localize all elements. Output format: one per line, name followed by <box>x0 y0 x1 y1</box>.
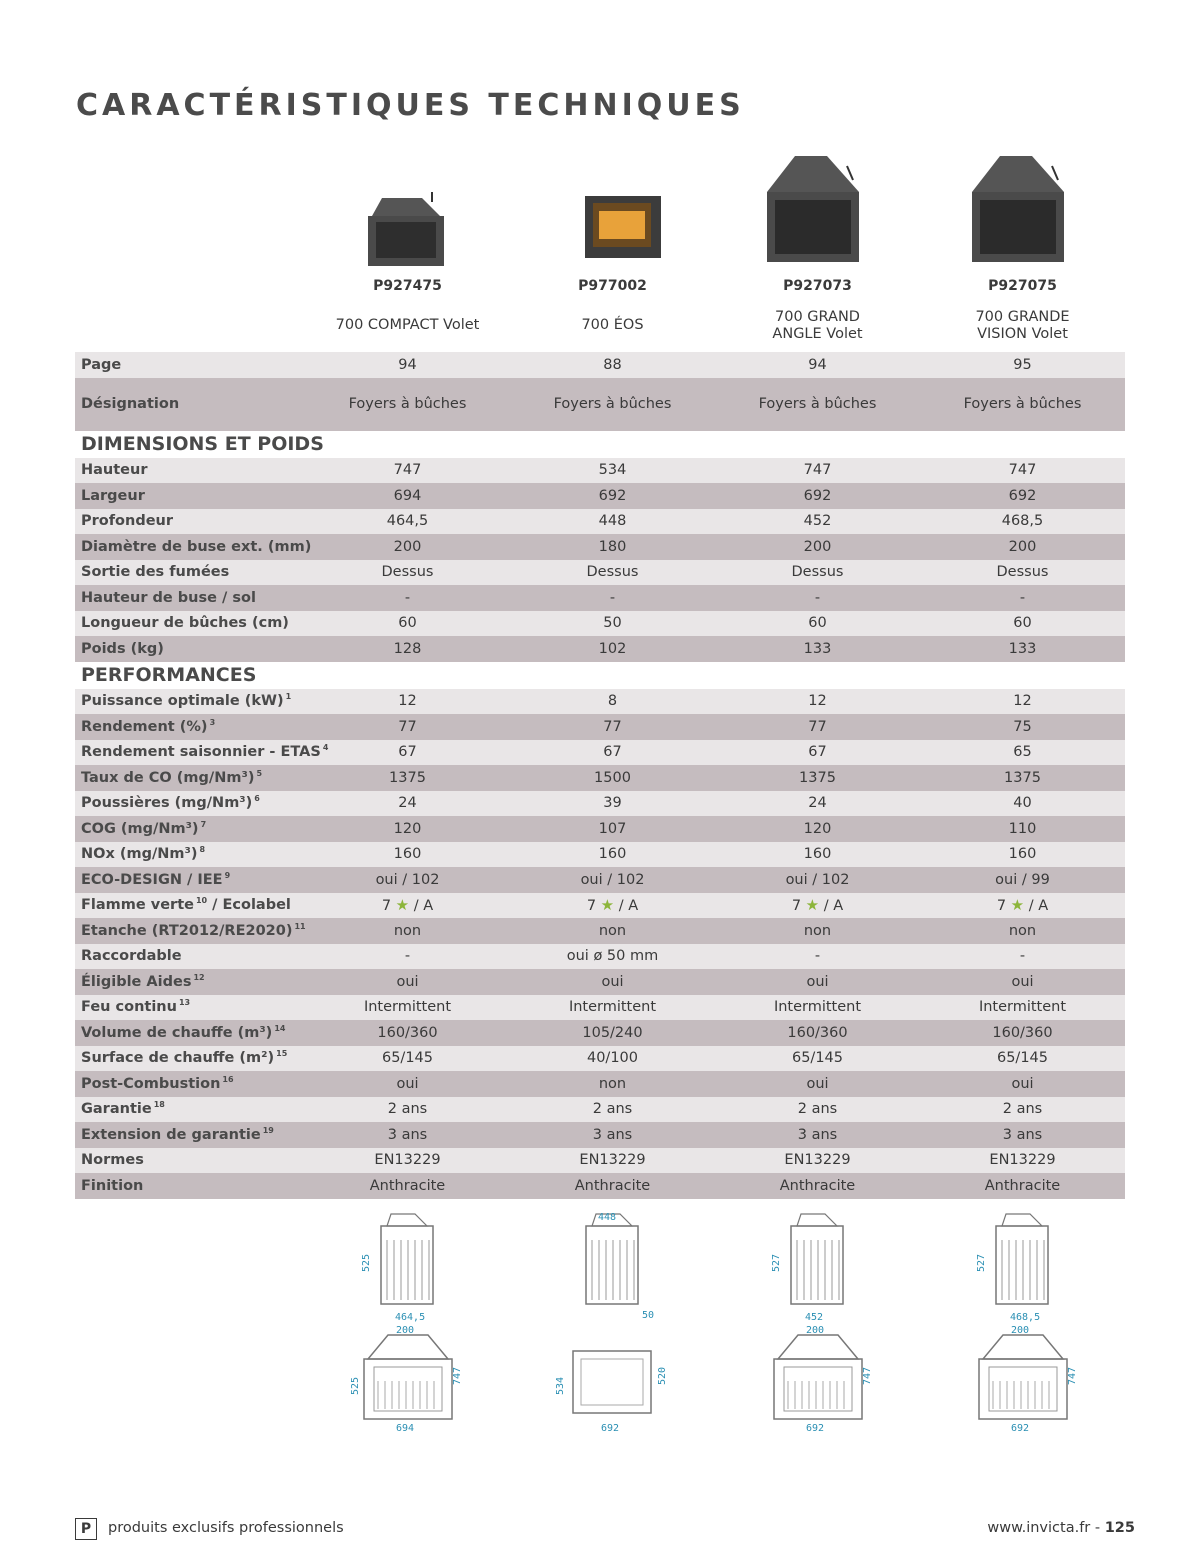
cell-value: 39 <box>603 795 622 812</box>
cell-value: - <box>609 589 616 606</box>
cell-value: 200 <box>393 538 422 555</box>
cell-value: 3 ans <box>797 1126 838 1143</box>
green-star-icon: ★ <box>1010 896 1025 915</box>
dim-label: 200 <box>1011 1325 1030 1336</box>
green-star-icon: ★ <box>395 896 410 915</box>
cell-value: 160 <box>598 846 627 863</box>
row-label: Page <box>81 356 122 373</box>
front-view-drawing <box>963 1325 1083 1435</box>
technical-drawings <box>75 1200 1125 1440</box>
product-ref: P977002 <box>578 278 647 294</box>
footnote-ref: 6 <box>254 794 260 804</box>
cell-value: 747 <box>1008 462 1037 479</box>
cell-value: 77 <box>603 718 622 735</box>
cell-value: 107 <box>598 820 627 837</box>
footer-text: produits exclusifs professionnels <box>108 1520 344 1536</box>
table-row <box>75 944 1125 970</box>
cell-value: - <box>404 589 411 606</box>
cell-value: Foyers à bûches <box>553 396 672 412</box>
cell-value: Intermittent <box>773 999 862 1016</box>
table-row <box>75 969 1125 995</box>
footnote-ref: 16 <box>222 1074 234 1084</box>
table-row <box>75 995 1125 1021</box>
row-label: Profondeur <box>81 513 174 530</box>
table-row <box>75 1173 1125 1199</box>
table-row <box>75 1097 1125 1123</box>
row-label: Largeur <box>81 487 145 504</box>
row-label: Diamètre de buse ext. (mm) <box>81 538 312 555</box>
cell-value: 1375 <box>799 769 836 786</box>
table-row <box>75 1148 1125 1174</box>
product-name: 700 GRANDE VISION Volet <box>975 309 1070 342</box>
cell-value: 65 <box>1013 744 1032 761</box>
row-label: Flamme verte $^{10}$ / Ecolabel <box>81 896 291 914</box>
row-label: NOx (mg/Nm³) $^8$ <box>81 845 206 863</box>
cell-value: 468,5 <box>1001 513 1044 530</box>
table-row <box>75 740 1125 766</box>
cell-value: - <box>814 589 821 606</box>
cell-value: 200 <box>1008 538 1037 555</box>
cell-value: 160 <box>393 846 422 863</box>
section-title: DIMENSIONS ET POIDS <box>81 433 324 455</box>
footnote-ref: 15 <box>276 1049 288 1059</box>
product-ref: P927073 <box>783 278 852 294</box>
cell-value: 65/145 <box>791 1050 843 1067</box>
cell-value: 692 <box>803 487 832 504</box>
dim-label: 468,5 <box>1010 1312 1041 1323</box>
cell-value: 110 <box>1008 820 1037 837</box>
cell-value: - <box>1019 948 1026 965</box>
product-column <box>305 0 510 350</box>
green-star-icon: ★ <box>805 896 820 915</box>
cell-value: - <box>1019 589 1026 606</box>
row-label: Taux de CO (mg/Nm³) $^5$ <box>81 768 263 786</box>
row-label: Puissance optimale (kW) $^1$ <box>81 692 292 710</box>
cell-value: 200 <box>803 538 832 555</box>
cell-value: 67 <box>808 744 827 761</box>
dim-label: 534 <box>555 1376 566 1395</box>
cell-value: 2 ans <box>592 1101 633 1118</box>
front-view-drawing <box>553 1325 673 1435</box>
row-label: Éligible Aides $^{12}$ <box>81 972 205 990</box>
cell-value: 128 <box>393 640 422 657</box>
cell-value: 7 ★ / A <box>996 896 1049 915</box>
cell-value: 40 <box>1013 795 1032 812</box>
dim-label: 525 <box>361 1253 372 1272</box>
row-label: Etanche (RT2012/RE2020) $^{11}$ <box>81 921 306 939</box>
front-view-drawing <box>758 1325 878 1435</box>
cell-value: Intermittent <box>363 999 452 1016</box>
cell-value: oui <box>396 973 419 990</box>
cell-value: oui <box>1011 1075 1034 1092</box>
table-row <box>75 893 1125 919</box>
cell-value: Dessus <box>586 564 639 581</box>
cell-value: non <box>598 922 627 939</box>
row-label: Finition <box>81 1177 144 1194</box>
cell-value: 24 <box>398 795 417 812</box>
page-number: 125 <box>1104 1520 1135 1536</box>
row-label: Normes <box>81 1152 144 1169</box>
cell-value: 2 ans <box>1002 1101 1043 1118</box>
stove-icon <box>362 172 472 292</box>
footnote-ref: 14 <box>274 1023 286 1033</box>
cell-value: 120 <box>393 820 422 837</box>
cell-value: 105/240 <box>582 1024 643 1041</box>
footer <box>75 1518 1135 1544</box>
cell-value: oui <box>1011 973 1034 990</box>
row-label: Poids (kg) <box>81 640 164 657</box>
footnote-ref: 9 <box>224 870 231 880</box>
footnote-ref: 18 <box>153 1100 165 1110</box>
front-view-drawing <box>348 1325 468 1435</box>
row-label: Surface de chauffe (m²) $^{15}$ <box>81 1049 288 1067</box>
dim-label: 464,5 <box>395 1312 426 1323</box>
row-label: Hauteur <box>81 462 148 479</box>
product-column <box>920 0 1125 350</box>
cell-value: Dessus <box>381 564 434 581</box>
row-label: Rendement (%) $^3$ <box>81 717 216 735</box>
cell-value: Foyers à bûches <box>758 396 877 412</box>
dim-label: 747 <box>452 1366 463 1385</box>
side-view-drawing <box>558 1210 668 1325</box>
cell-value: non <box>393 922 422 939</box>
side-view-drawing <box>763 1210 873 1325</box>
row-label: Extension de garantie $^{19}$ <box>81 1125 274 1143</box>
cell-value: 12 <box>808 693 827 710</box>
row-label: Poussières (mg/Nm³) $^6$ <box>81 794 260 812</box>
product-ref: P927075 <box>988 278 1057 294</box>
cell-value: oui <box>396 1075 419 1092</box>
cell-value: 24 <box>808 795 827 812</box>
table-row <box>75 765 1125 791</box>
section-heading <box>75 662 1125 689</box>
cell-value: 1375 <box>1004 769 1041 786</box>
cell-value: 133 <box>1008 640 1037 657</box>
cell-value: EN13229 <box>579 1152 646 1169</box>
dim-label: 50 <box>642 1310 655 1321</box>
cell-value: 160/360 <box>377 1024 438 1041</box>
cell-value: 692 <box>598 487 627 504</box>
cell-value: - <box>814 948 821 965</box>
table-row <box>75 714 1125 740</box>
cell-value: Dessus <box>996 564 1049 581</box>
cell-value: EN13229 <box>784 1152 851 1169</box>
table-row <box>75 352 1125 378</box>
row-label: ECO-DESIGN / IEE $^9$ <box>81 870 231 888</box>
cell-value: 160/360 <box>787 1024 848 1041</box>
cell-value: EN13229 <box>989 1152 1056 1169</box>
row-label: Désignation <box>81 396 180 412</box>
cell-value: 120 <box>803 820 832 837</box>
cell-value: 94 <box>398 356 417 373</box>
cell-value: oui / 102 <box>580 871 645 888</box>
cell-value: 60 <box>398 615 417 632</box>
table-row <box>75 867 1125 893</box>
section-title: PERFORMANCES <box>81 664 257 686</box>
footnote-ref: 19 <box>262 1125 274 1135</box>
specs-table <box>75 352 1125 1199</box>
cell-value: 747 <box>393 462 422 479</box>
cell-value: oui / 102 <box>785 871 850 888</box>
row-label: COG (mg/Nm³) $^7$ <box>81 819 207 837</box>
product-name: 700 GRAND ANGLE Volet <box>772 309 863 342</box>
cell-value: non <box>803 922 832 939</box>
cell-value: 7 ★ / A <box>381 896 434 915</box>
table-row <box>75 842 1125 868</box>
cell-value: 534 <box>598 462 627 479</box>
row-label: Sortie des fumées <box>81 564 230 581</box>
stove-icon <box>765 150 875 270</box>
site-link[interactable]: www.invicta.fr - <box>987 1520 1105 1536</box>
pro-badge: P <box>75 1518 97 1540</box>
cell-value: oui / 99 <box>995 871 1050 888</box>
table-row <box>75 458 1125 484</box>
table-row <box>75 560 1125 586</box>
footnote-ref: 10 <box>195 896 208 906</box>
product-column <box>510 0 715 350</box>
cell-value: 102 <box>598 640 627 657</box>
footnote-ref: 11 <box>294 921 306 931</box>
cell-value: 448 <box>598 513 627 530</box>
footnote-ref: 12 <box>193 972 205 982</box>
table-row <box>75 534 1125 560</box>
table-row <box>75 816 1125 842</box>
cell-value: oui / 102 <box>375 871 440 888</box>
footnote-ref: 4 <box>322 743 329 753</box>
product-ref: P927475 <box>373 278 442 294</box>
cell-value: oui <box>806 1075 829 1092</box>
row-label: Volume de chauffe (m³) $^{14}$ <box>81 1023 286 1041</box>
dim-label: 692 <box>601 1423 620 1434</box>
table-row <box>75 1122 1125 1148</box>
table-row <box>75 378 1125 431</box>
cell-value: 12 <box>398 693 417 710</box>
cell-value: 77 <box>808 718 827 735</box>
row-label: Hauteur de buse / sol <box>81 589 256 606</box>
side-view-drawing <box>968 1210 1078 1325</box>
footnote-ref: 5 <box>256 768 263 778</box>
row-label: Garantie $^{18}$ <box>81 1100 165 1118</box>
row-label: Longueur de bûches (cm) <box>81 615 289 632</box>
cell-value: 65/145 <box>996 1050 1048 1067</box>
cell-value: 2 ans <box>797 1101 838 1118</box>
cell-value: 692 <box>1008 487 1037 504</box>
cell-value: - <box>404 948 411 965</box>
cell-value: 464,5 <box>386 513 429 530</box>
side-view-drawing <box>353 1210 463 1325</box>
dim-label: 200 <box>396 1325 415 1336</box>
product-name: 700 COMPACT Volet <box>335 317 480 333</box>
cell-value: 3 ans <box>387 1126 428 1143</box>
cell-value: non <box>598 1075 627 1092</box>
row-label: Rendement saisonnier - ETAS $^4$ <box>81 743 329 761</box>
table-row <box>75 509 1125 535</box>
cell-value: 1375 <box>389 769 426 786</box>
table-row <box>75 611 1125 637</box>
footer-right <box>987 1520 1135 1536</box>
dim-label: 527 <box>976 1253 987 1272</box>
cell-value: 67 <box>603 744 622 761</box>
cell-value: 95 <box>1013 356 1032 373</box>
footnote-ref: 13 <box>178 998 191 1008</box>
cell-value: Intermittent <box>568 999 657 1016</box>
dim-label: 527 <box>771 1253 782 1272</box>
product-name: 700 ÉOS <box>581 317 644 333</box>
cell-value: 7 ★ / A <box>791 896 844 915</box>
footnote-ref: 7 <box>200 819 207 829</box>
cell-value: oui ø 50 mm <box>566 948 659 965</box>
cell-value: 7 ★ / A <box>586 896 639 915</box>
cell-value: 3 ans <box>1002 1126 1043 1143</box>
cell-value: 94 <box>808 356 827 373</box>
table-row <box>75 791 1125 817</box>
table-row <box>75 1046 1125 1072</box>
cell-value: Anthracite <box>779 1177 856 1194</box>
table-row <box>75 918 1125 944</box>
cell-value: 694 <box>393 487 422 504</box>
cell-value: Foyers à bûches <box>348 396 467 412</box>
stove-icon <box>970 150 1080 270</box>
dim-label: 452 <box>805 1312 824 1323</box>
table-row <box>75 636 1125 662</box>
table-row <box>75 1020 1125 1046</box>
cell-value: 133 <box>803 640 832 657</box>
cell-value: Anthracite <box>369 1177 446 1194</box>
cell-value: 40/100 <box>586 1050 638 1067</box>
cell-value: 67 <box>398 744 417 761</box>
cell-value: 12 <box>1013 693 1032 710</box>
footnote-ref: 3 <box>209 717 216 727</box>
dim-label: 692 <box>1011 1423 1030 1434</box>
cell-value: 1500 <box>594 769 631 786</box>
cell-value: 50 <box>603 615 622 632</box>
cell-value: EN13229 <box>374 1152 441 1169</box>
dim-label: 692 <box>806 1423 825 1434</box>
footnote-ref: 8 <box>199 845 206 855</box>
cell-value: 3 ans <box>592 1126 633 1143</box>
cell-value: 160 <box>1008 846 1037 863</box>
section-heading <box>75 431 1125 458</box>
cell-value: 452 <box>803 513 832 530</box>
cell-value: 75 <box>1013 718 1032 735</box>
dim-label: 747 <box>1067 1366 1078 1385</box>
dim-label: 520 <box>657 1366 668 1385</box>
footnote-ref: 1 <box>285 692 292 702</box>
dim-label: 694 <box>396 1423 415 1434</box>
product-column <box>715 0 920 350</box>
green-star-icon: ★ <box>600 896 615 915</box>
cell-value: 160/360 <box>992 1024 1053 1041</box>
row-label: Post-Combustion $^{16}$ <box>81 1074 234 1092</box>
cell-value: oui <box>601 973 624 990</box>
cell-value: Foyers à bûches <box>963 396 1082 412</box>
cell-value: 77 <box>398 718 417 735</box>
cell-value: 747 <box>803 462 832 479</box>
dim-label: 747 <box>862 1366 873 1385</box>
cell-value: 65/145 <box>381 1050 433 1067</box>
cell-value: non <box>1008 922 1037 939</box>
cell-value: 60 <box>808 615 827 632</box>
row-label: Raccordable <box>81 948 182 965</box>
table-row <box>75 585 1125 611</box>
cell-value: Anthracite <box>984 1177 1061 1194</box>
cell-value: 60 <box>1013 615 1032 632</box>
dim-label: 525 <box>350 1376 361 1395</box>
row-label: Feu continu $^{13}$ <box>81 998 191 1016</box>
cell-value: 8 <box>607 693 618 710</box>
cell-value: 180 <box>598 538 627 555</box>
cell-value: 2 ans <box>387 1101 428 1118</box>
cell-value: Intermittent <box>978 999 1067 1016</box>
cell-value: Anthracite <box>574 1177 651 1194</box>
table-row <box>75 1071 1125 1097</box>
cell-value: Dessus <box>791 564 844 581</box>
cell-value: oui <box>806 973 829 990</box>
cell-value: 88 <box>603 356 622 373</box>
dim-label: 200 <box>806 1325 825 1336</box>
dim-label: 448 <box>598 1212 617 1223</box>
page-title: CARACTÉRISTIQUES TECHNIQUES <box>76 88 745 123</box>
table-row <box>75 483 1125 509</box>
table-row <box>75 689 1125 715</box>
cell-value: 160 <box>803 846 832 863</box>
